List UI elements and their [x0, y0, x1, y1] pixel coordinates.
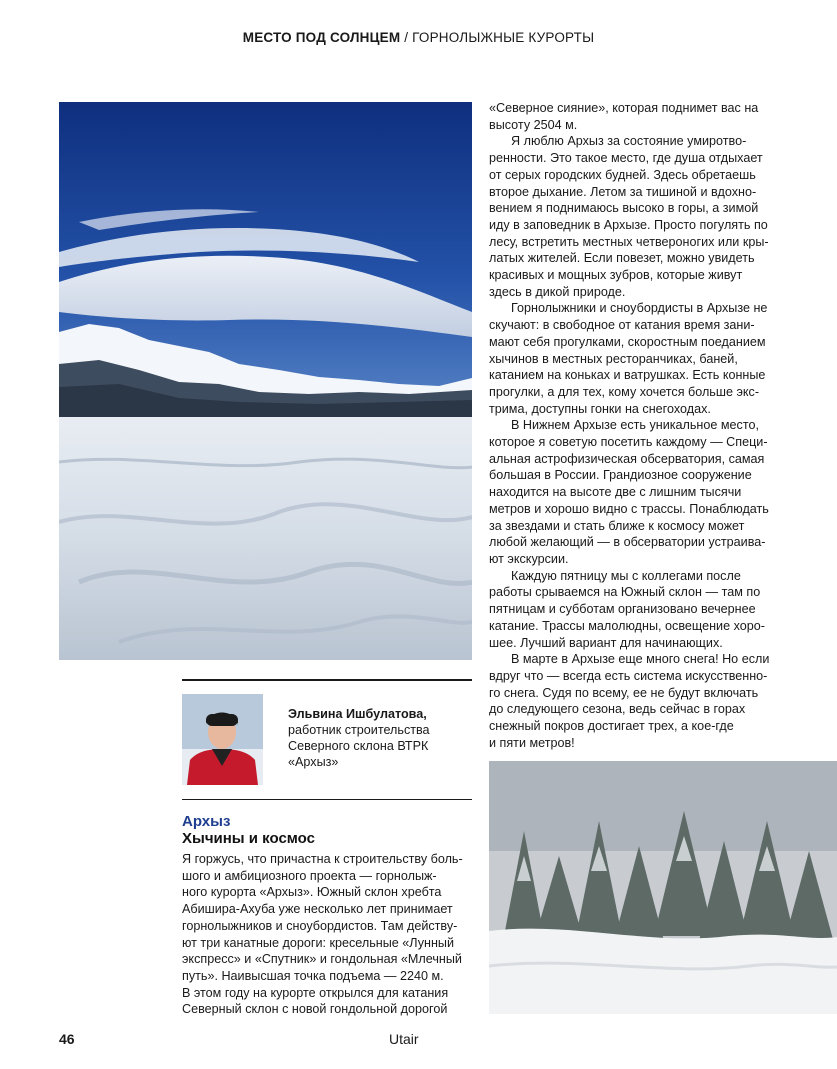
text-line: вением я поднимаюсь высоко в горы, а зимой: [489, 201, 759, 216]
text-line: любой желающий — в обсерватории устраива-: [489, 535, 766, 550]
text-line: снежный покров достигает трех, а кое-где: [489, 719, 734, 734]
text-line: го снега. Судя по всему, ее не будут включать: [489, 685, 759, 700]
magazine-name: Utair: [389, 1031, 419, 1047]
article-kicker: Архыз: [182, 813, 231, 830]
text-line: мают себя прогулками, скоростным поеданием: [489, 334, 766, 349]
text-line: вдруг что — всегда есть система искусственно-: [489, 668, 768, 683]
text-line: иду в заповедник в Архызе. Просто погулять по: [489, 217, 768, 232]
snowy-forest-photo: [489, 761, 837, 1014]
text-line: В этом году на курорте открылся для катания: [182, 985, 449, 1000]
text-line: альная астрофизическая обсерватория, самая: [489, 451, 765, 466]
text-line: «Северное сияние», которая поднимет вас на: [489, 101, 759, 115]
text-line: большая в России. Грандиозное сооружение: [489, 468, 752, 483]
author-role-line: работник строительства: [288, 723, 430, 737]
text-line: от серых городских будней. Здесь обретаешь: [489, 167, 756, 182]
running-header: [0, 30, 837, 45]
text-line: ного курорта «Архыз». Южный склон хребта: [182, 885, 442, 900]
text-line: хычинов в местных ресторанчиках, баней,: [489, 351, 738, 366]
text-line: и пяти метров!: [489, 735, 575, 750]
article-title: Хычины и космос: [182, 830, 315, 847]
text-line: лесу, встретить местных четвероногих или кры-: [489, 234, 769, 249]
header-section: МЕСТО ПОД СОЛНЦЕМ: [242, 30, 401, 45]
text-line: Горнолыжники и сноубордисты в Архызе не: [511, 301, 768, 316]
text-line: скучают: в свободное от катания время зани-: [489, 318, 755, 333]
text-line: ют три канатные дороги: кресельные «Лунный: [182, 935, 455, 950]
text-line: катанием на коньках и ватрушках. Есть конные: [489, 368, 766, 383]
text-line: пятницам и субботам организовано вечернее: [489, 602, 756, 617]
text-line: Северный склон с новой гондольной дорогой: [182, 1002, 448, 1017]
text-line: ют экскурсии.: [489, 551, 569, 566]
author-role-line: «Архыз»: [288, 755, 339, 769]
text-line: шого и амбициозного проекта — горнолыж-: [182, 868, 437, 883]
text-line: находится на высоте две с лишним тысячи: [489, 485, 742, 500]
text-line: Я люблю Архыз за состояние умиротво-: [511, 134, 747, 149]
text-line: Каждую пятницу мы с коллегами после: [511, 568, 741, 583]
text-line: красивых и мощных зубров, которые живут: [489, 268, 743, 283]
author-rule-bottom: [182, 799, 472, 800]
text-line: здесь в дикой природе.: [489, 284, 626, 299]
text-line: В марте в Архызе еще много снега! Но если: [511, 652, 770, 667]
text-line: которое я советую посетить каждому — Специ-: [489, 435, 768, 450]
text-line: катание. Трассы малолюдны, освещение хоро-: [489, 618, 765, 633]
article-column-left: [182, 851, 477, 1018]
text-line: второе дыхание. Летом за тишиной и вдохно-: [489, 184, 757, 199]
article-column-right: [489, 100, 789, 751]
text-line: высоту 2504 м.: [489, 117, 578, 132]
text-line: Абишира-Ахуба уже несколько лет принимает: [182, 902, 453, 917]
author-info: [288, 706, 473, 770]
text-line: работы срываемся на Южный склон — там по: [489, 585, 761, 600]
text-line: шее. Лучший вариант для начинающих.: [489, 635, 723, 650]
header-topic: ГОРНОЛЫЖНЫЕ КУРОРТЫ: [412, 30, 595, 45]
page-number: 46: [59, 1031, 75, 1047]
text-line: экспресс» и «Спутник» и гондольная «Млечный: [182, 952, 462, 967]
text-line: горнолыжников и сноубордистов. Там действу-: [182, 918, 458, 933]
text-line: ренности. Это такое место, где душа отдыхает: [489, 151, 763, 166]
text-line: за звездами и стать ближе к космосу может: [489, 518, 745, 533]
text-line: Я горжусь, что причастна к строительству боль-: [182, 852, 463, 866]
text-line: до следующего сезона, ведь сейчас в горах: [489, 702, 746, 717]
author-portrait: [182, 694, 263, 785]
author-name: Эльвина Ишбулатова,: [288, 707, 427, 721]
text-line: метров и хорошо видно с трассы. Понаблюдать: [489, 501, 769, 516]
header-separator: /: [400, 30, 413, 45]
text-line: В Нижнем Архызе есть уникальное место,: [511, 418, 759, 433]
author-role-line: Северного склона ВТРК: [288, 739, 429, 753]
text-line: прогулки, а для тех, кому хочется больше экс-: [489, 384, 760, 399]
text-line: латых жителей. Если повезет, можно увидеть: [489, 251, 755, 266]
text-line: трима, доступны гонки на снегоходах.: [489, 401, 711, 416]
text-line: путь». Наивысшая точка подъема — 2240 м.: [182, 968, 444, 983]
mountain-snow-photo: [59, 102, 472, 660]
author-rule-top: [182, 679, 472, 681]
